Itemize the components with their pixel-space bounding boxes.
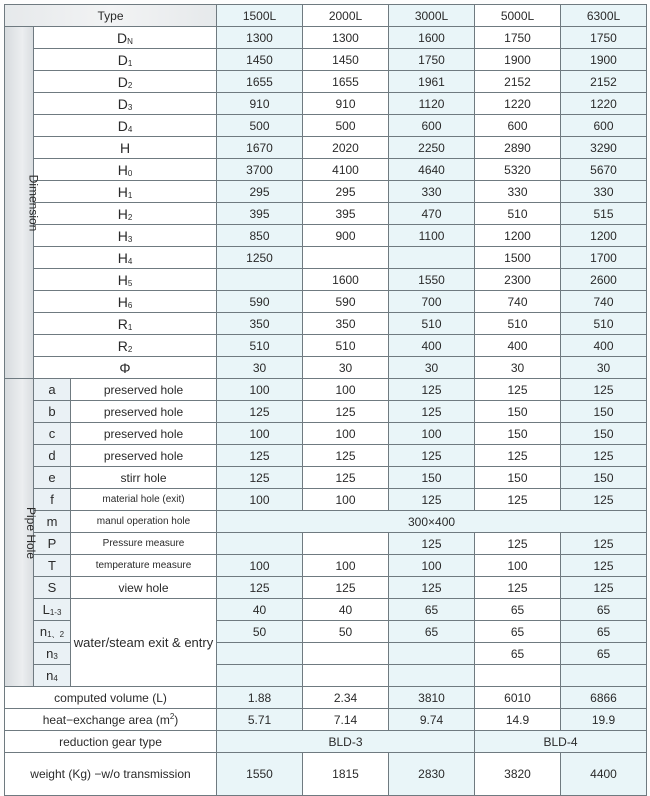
value-cell: 125	[561, 379, 647, 401]
heat-area-label-end: )	[174, 713, 179, 727]
value-cell: 1300	[217, 27, 303, 49]
dimension-row	[5, 225, 647, 247]
value-cell	[303, 643, 389, 665]
symbol-base: H	[119, 139, 131, 156]
value-cell: 30	[475, 357, 561, 379]
value-cell: 2.34	[303, 687, 389, 709]
value-cell: 1750	[561, 27, 647, 49]
dimension-row	[5, 247, 647, 269]
value-cell: 14.9	[475, 709, 561, 731]
specification-table	[4, 4, 647, 796]
value-cell: 6866	[561, 687, 647, 709]
parameter-symbol	[34, 599, 71, 621]
value-cell: 1500	[475, 247, 561, 269]
dimension-row	[5, 291, 647, 313]
parameter-symbol	[34, 621, 71, 643]
value-cell: 125	[389, 401, 475, 423]
dimension-row	[5, 115, 647, 137]
symbol-subscript: 3	[127, 102, 133, 112]
symbol-base: D	[117, 73, 128, 90]
value-cell: 515	[561, 203, 647, 225]
value-cell	[217, 533, 303, 555]
value-cell: 30	[217, 357, 303, 379]
dimension-row	[5, 357, 647, 379]
value-cell: 65	[561, 599, 647, 621]
water-steam-row	[5, 599, 647, 621]
pipe-hole-row	[5, 533, 647, 555]
symbol-subscript: 4	[53, 674, 58, 683]
heat-area-row	[5, 709, 647, 731]
value-cell: 125	[389, 533, 475, 555]
value-cell	[561, 665, 647, 687]
symbol-base: L	[42, 602, 50, 617]
value-cell: 1220	[561, 93, 647, 115]
value-cell: 600	[389, 115, 475, 137]
value-cell: 1100	[389, 225, 475, 247]
value-cell: 510	[475, 203, 561, 225]
value-cell: 150	[475, 423, 561, 445]
symbol-base: D	[117, 95, 128, 112]
symbol-subscript: 2	[127, 212, 133, 222]
symbol-subscript: 0	[127, 168, 133, 178]
value-cell	[217, 643, 303, 665]
value-cell: 1600	[303, 269, 389, 291]
value-cell: 330	[475, 181, 561, 203]
value-cell: 1120	[389, 93, 475, 115]
value-cell: 900	[303, 225, 389, 247]
value-cell: 510	[561, 313, 647, 335]
hole-description: view hole	[71, 577, 217, 599]
value-cell: 600	[561, 115, 647, 137]
dimension-row	[5, 159, 647, 181]
value-cell: 65	[475, 643, 561, 665]
pipe-hole-row	[5, 401, 647, 423]
weight-row	[5, 753, 647, 796]
hole-code: b	[34, 401, 71, 423]
symbol-subscript: 1	[127, 190, 133, 200]
value-cell: 1550	[389, 269, 475, 291]
value-cell: 1750	[475, 27, 561, 49]
value-cell: 40	[217, 599, 303, 621]
value-cell: 7.14	[303, 709, 389, 731]
value-cell: 350	[303, 313, 389, 335]
parameter-symbol	[34, 93, 217, 115]
heat-area-label-main: heat−exchange area (m	[42, 713, 170, 727]
value-cell: 125	[561, 489, 647, 511]
symbol-base: Φ	[119, 359, 131, 376]
value-cell: 5.71	[217, 709, 303, 731]
value-cell: 1550	[217, 753, 303, 796]
parameter-symbol	[34, 115, 217, 137]
merged-value-cell: 300×400	[217, 511, 647, 533]
value-cell: 125	[217, 577, 303, 599]
value-cell: 125	[475, 533, 561, 555]
dimension-row	[5, 27, 647, 49]
value-cell: 850	[217, 225, 303, 247]
value-cell: 125	[561, 577, 647, 599]
value-cell: 4640	[389, 159, 475, 181]
value-cell: 295	[217, 181, 303, 203]
hole-code: P	[34, 533, 71, 555]
value-cell: 50	[217, 621, 303, 643]
dimension-row	[5, 203, 647, 225]
dimension-row	[5, 71, 647, 93]
value-cell: 125	[303, 445, 389, 467]
value-cell: 1750	[389, 49, 475, 71]
symbol-base: H	[117, 271, 128, 288]
parameter-symbol	[34, 291, 217, 313]
value-cell: 1655	[303, 71, 389, 93]
dimension-row	[5, 269, 647, 291]
value-cell: 600	[475, 115, 561, 137]
hole-code: T	[34, 555, 71, 577]
symbol-subscript: 3	[53, 652, 58, 661]
hole-code: f	[34, 489, 71, 511]
symbol-subscript: 4	[127, 124, 133, 134]
parameter-symbol	[34, 357, 217, 379]
value-cell: 2300	[475, 269, 561, 291]
value-cell	[217, 269, 303, 291]
symbol-base: H	[117, 161, 128, 178]
parameter-symbol	[34, 665, 71, 687]
water-steam-description: water/steam exit & entry	[71, 599, 217, 687]
value-cell: 1700	[561, 247, 647, 269]
symbol-base: R	[117, 337, 128, 354]
value-cell	[217, 665, 303, 687]
pipe-hole-row	[5, 467, 647, 489]
parameter-symbol	[34, 313, 217, 335]
value-cell: 740	[475, 291, 561, 313]
value-cell: 125	[475, 379, 561, 401]
symbol-subscript: N	[127, 36, 133, 46]
value-cell: 1900	[561, 49, 647, 71]
symbol-subscript: 4	[127, 256, 133, 266]
pipe-hole-row	[5, 489, 647, 511]
value-cell: 700	[389, 291, 475, 313]
parameter-symbol	[34, 269, 217, 291]
value-cell: 30	[389, 357, 475, 379]
value-cell: 125	[475, 445, 561, 467]
value-cell: 2152	[475, 71, 561, 93]
dimension-category	[5, 27, 41, 379]
pipe-hole-category	[5, 379, 39, 687]
hole-description: preserved hole	[71, 401, 217, 423]
pipe-hole-row	[5, 555, 647, 577]
value-cell: 590	[217, 291, 303, 313]
value-cell: 65	[475, 599, 561, 621]
value-cell	[389, 665, 475, 687]
hole-code: S	[34, 577, 71, 599]
value-cell: 150	[561, 401, 647, 423]
hole-description: stirr hole	[71, 467, 217, 489]
value-cell: 1450	[303, 49, 389, 71]
dimension-row	[5, 49, 647, 71]
value-cell: 4400	[561, 753, 647, 796]
parameter-symbol	[34, 335, 217, 357]
symbol-base: D	[117, 117, 128, 134]
value-cell: 125	[389, 379, 475, 401]
symbol-base: H	[117, 183, 128, 200]
hole-description: Pressure measure	[71, 533, 217, 555]
parameter-symbol	[34, 137, 217, 159]
symbol-subscript: 1-3	[49, 608, 62, 617]
value-cell: 910	[217, 93, 303, 115]
model-header: 5000L	[475, 5, 561, 27]
value-cell: 100	[217, 555, 303, 577]
symbol-subscript: 1、2	[47, 629, 65, 639]
parameter-symbol	[34, 71, 217, 93]
value-cell: 400	[561, 335, 647, 357]
value-cell: 1900	[475, 49, 561, 71]
value-cell: 590	[303, 291, 389, 313]
symbol-subscript: 1	[127, 58, 133, 68]
value-cell	[303, 533, 389, 555]
value-cell: 125	[217, 467, 303, 489]
symbol-base: R	[117, 315, 128, 332]
value-cell: 1815	[303, 753, 389, 796]
value-cell: 100	[217, 423, 303, 445]
value-cell: 100	[389, 555, 475, 577]
value-cell: 2830	[389, 753, 475, 796]
value-cell: 1450	[217, 49, 303, 71]
hole-description: material hole (exit)	[71, 489, 217, 511]
parameter-symbol	[34, 247, 217, 269]
value-cell: 9.74	[389, 709, 475, 731]
value-cell: 19.9	[561, 709, 647, 731]
value-cell: 150	[475, 401, 561, 423]
value-cell: 740	[561, 291, 647, 313]
gear-row	[5, 731, 647, 753]
parameter-symbol	[34, 181, 217, 203]
value-cell: 125	[561, 533, 647, 555]
value-cell: 125	[475, 577, 561, 599]
value-cell: 330	[561, 181, 647, 203]
heat-area-label	[5, 709, 217, 731]
value-cell: 30	[561, 357, 647, 379]
symbol-base: n	[39, 623, 48, 639]
value-cell: 125	[217, 445, 303, 467]
value-cell: 125	[561, 445, 647, 467]
value-cell	[389, 247, 475, 269]
symbol-base: H	[117, 227, 128, 244]
value-cell: 470	[389, 203, 475, 225]
value-cell: 125	[389, 445, 475, 467]
value-cell: 350	[217, 313, 303, 335]
value-cell: 510	[217, 335, 303, 357]
dimension-row	[5, 313, 647, 335]
value-cell: 1200	[475, 225, 561, 247]
hole-description: manul operation hole	[71, 511, 217, 533]
model-header: 6300L	[561, 5, 647, 27]
symbol-base: D	[117, 51, 128, 68]
value-cell	[303, 247, 389, 269]
gear-label: reduction gear type	[5, 731, 217, 753]
value-cell: 1220	[475, 93, 561, 115]
value-cell: 100	[475, 555, 561, 577]
parameter-symbol	[34, 27, 217, 49]
value-cell: 3810	[389, 687, 475, 709]
symbol-subscript: 3	[127, 234, 133, 244]
value-cell: 65	[389, 599, 475, 621]
symbol-subscript: 6	[127, 300, 133, 310]
symbol-subscript: 2	[127, 80, 133, 90]
dimension-row	[5, 335, 647, 357]
value-cell: 100	[303, 555, 389, 577]
volume-row-label: computed volume (L)	[5, 687, 217, 709]
pipe-hole-row	[5, 423, 647, 445]
dimension-row	[5, 137, 647, 159]
value-cell: 5320	[475, 159, 561, 181]
value-cell: 1250	[217, 247, 303, 269]
dimension-row	[5, 181, 647, 203]
symbol-subscript: 5	[127, 278, 133, 288]
weight-row-label: weight (Kg) −w/o transmission	[5, 753, 217, 796]
value-cell: 400	[389, 335, 475, 357]
parameter-symbol	[34, 643, 71, 665]
value-cell	[475, 665, 561, 687]
value-cell: 395	[303, 203, 389, 225]
value-cell: 65	[389, 621, 475, 643]
value-cell: 100	[389, 423, 475, 445]
dimension-row	[5, 93, 647, 115]
value-cell: 100	[303, 379, 389, 401]
type-header: Type	[5, 5, 217, 27]
value-cell: 1200	[561, 225, 647, 247]
value-cell: 3700	[217, 159, 303, 181]
value-cell: 1961	[389, 71, 475, 93]
value-cell: 2152	[561, 71, 647, 93]
value-cell: 2600	[561, 269, 647, 291]
value-cell: 125	[303, 401, 389, 423]
value-cell: 100	[217, 489, 303, 511]
value-cell: 500	[217, 115, 303, 137]
value-cell: 150	[561, 423, 647, 445]
gear-group-1: BLD-3	[217, 731, 475, 753]
value-cell: 65	[475, 621, 561, 643]
value-cell: 5670	[561, 159, 647, 181]
model-header: 1500L	[217, 5, 303, 27]
value-cell: 100	[303, 489, 389, 511]
value-cell: 125	[475, 489, 561, 511]
pipe-hole-row	[5, 379, 647, 401]
value-cell: 6010	[475, 687, 561, 709]
value-cell: 125	[389, 577, 475, 599]
value-cell: 500	[303, 115, 389, 137]
value-cell: 100	[217, 379, 303, 401]
value-cell: 4100	[303, 159, 389, 181]
pipe-hole-row	[5, 577, 647, 599]
value-cell: 1300	[303, 27, 389, 49]
header-row	[5, 5, 647, 27]
symbol-base: H	[117, 249, 128, 266]
value-cell: 40	[303, 599, 389, 621]
value-cell: 100	[303, 423, 389, 445]
hole-description: temperature measure	[71, 555, 217, 577]
dimension-label: Dimension	[26, 174, 41, 231]
value-cell: 1655	[217, 71, 303, 93]
hole-code: m	[34, 511, 71, 533]
value-cell: 150	[561, 467, 647, 489]
symbol-base: H	[117, 205, 128, 222]
value-cell: 30	[303, 357, 389, 379]
symbol-base: n	[46, 668, 54, 683]
parameter-symbol	[34, 49, 217, 71]
value-cell: 125	[303, 577, 389, 599]
value-cell: 1670	[217, 137, 303, 159]
value-cell: 150	[475, 467, 561, 489]
symbol-subscript: 1	[127, 322, 133, 332]
value-cell: 2020	[303, 137, 389, 159]
hole-code: e	[34, 467, 71, 489]
pipe-hole-row	[5, 511, 647, 533]
symbol-base: n	[46, 646, 54, 661]
symbol-base: H	[117, 293, 128, 310]
value-cell: 510	[475, 313, 561, 335]
value-cell: 395	[217, 203, 303, 225]
hole-code: c	[34, 423, 71, 445]
parameter-symbol	[34, 159, 217, 181]
value-cell: 1600	[389, 27, 475, 49]
value-cell: 125	[389, 489, 475, 511]
value-cell: 65	[561, 621, 647, 643]
value-cell: 2890	[475, 137, 561, 159]
model-header: 2000L	[303, 5, 389, 27]
hole-code: d	[34, 445, 71, 467]
symbol-subscript: 2	[127, 344, 133, 354]
value-cell: 65	[561, 643, 647, 665]
value-cell: 2250	[389, 137, 475, 159]
value-cell: 125	[303, 467, 389, 489]
pipe-hole-label: Pipe Hole	[24, 506, 39, 559]
value-cell	[303, 665, 389, 687]
value-cell: 510	[303, 335, 389, 357]
hole-description: preserved hole	[71, 423, 217, 445]
value-cell: 3290	[561, 137, 647, 159]
hole-code: a	[34, 379, 71, 401]
value-cell: 400	[475, 335, 561, 357]
pipe-hole-row	[5, 445, 647, 467]
value-cell: 50	[303, 621, 389, 643]
hole-description: preserved hole	[71, 445, 217, 467]
model-header: 3000L	[389, 5, 475, 27]
value-cell: 1.88	[217, 687, 303, 709]
value-cell: 3820	[475, 753, 561, 796]
value-cell: 125	[561, 555, 647, 577]
parameter-symbol	[34, 225, 217, 247]
value-cell: 510	[389, 313, 475, 335]
value-cell: 125	[217, 401, 303, 423]
volume-row	[5, 687, 647, 709]
value-cell: 330	[389, 181, 475, 203]
value-cell: 295	[303, 181, 389, 203]
symbol-base: D	[117, 29, 128, 46]
value-cell: 910	[303, 93, 389, 115]
hole-description: preserved hole	[71, 379, 217, 401]
value-cell: 150	[389, 467, 475, 489]
value-cell	[389, 643, 475, 665]
gear-group-2: BLD-4	[475, 731, 647, 753]
heat-area-label-sup: 2	[169, 712, 175, 721]
parameter-symbol	[34, 203, 217, 225]
